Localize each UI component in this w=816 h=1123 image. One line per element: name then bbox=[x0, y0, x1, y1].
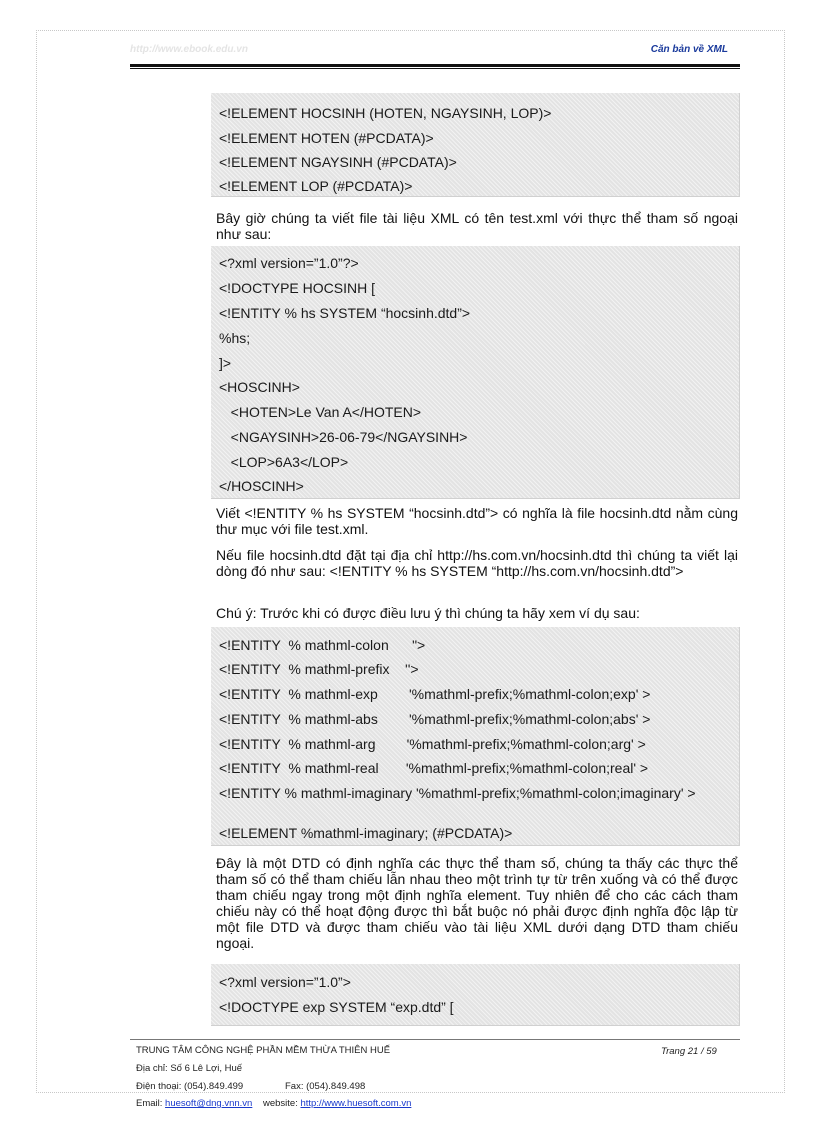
code-line: <!ENTITY % mathml-exp '%mathml-prefix;%mathml-colon;exp' > bbox=[219, 686, 651, 702]
paragraph: Nếu file hocsinh.dtd đặt tại địa chỉ http://hs.com.vn/hocsinh.dtd thì chúng ta viết lại dòng đó như sau: <!ENTITY % hs SYSTEM “http://hs.com.vn/hocsinh.dtd”> bbox=[216, 547, 738, 579]
footer-address: Địa chỉ: Số 6 Lê Lợi, Huế bbox=[136, 1063, 243, 1074]
code-block-3 bbox=[211, 627, 740, 846]
footer-email-label: Email: bbox=[136, 1098, 166, 1109]
footer-website-link[interactable]: http://www.huesoft.com.vn bbox=[300, 1098, 412, 1109]
paragraph: Chú ý: Trước khi có được điều lưu ý thì chúng ta hãy xem ví dụ sau: bbox=[216, 605, 640, 621]
footer-org: TRUNG TÂM CÔNG NGHỆ PHẦN MỀM THỪA THIÊN HUẾ bbox=[136, 1045, 391, 1056]
code-line: <?xml version=”1.0”?> bbox=[219, 255, 359, 271]
code-block-1 bbox=[211, 93, 740, 197]
code-block-4 bbox=[211, 964, 740, 1026]
paragraph: Viết <!ENTITY % hs SYSTEM “hocsinh.dtd”> có nghĩa là file hocsinh.dtd nằm cùng thư mục với file test.xml. bbox=[216, 505, 738, 537]
footer-phone bbox=[136, 1081, 366, 1092]
footer-contact bbox=[136, 1098, 411, 1109]
code-line: </HOSCINH> bbox=[219, 478, 304, 494]
code-line: <!ENTITY % hs SYSTEM “hocsinh.dtd”> bbox=[219, 305, 471, 321]
page-number: Trang 21 / 59 bbox=[661, 1046, 717, 1057]
code-line: <!ELEMENT %mathml-imaginary; (#PCDATA)> bbox=[219, 825, 513, 841]
code-line: <!ELEMENT NGAYSINH (#PCDATA)> bbox=[219, 154, 457, 170]
code-line: <!DOCTYPE HOCSINH [ bbox=[219, 280, 375, 296]
code-line: <?xml version=”1.0”> bbox=[219, 974, 351, 990]
code-line: <NGAYSINH>26-06-79</NGAYSINH> bbox=[219, 429, 468, 445]
code-line: <!ENTITY % mathml-real '%mathml-prefix;%mathml-colon;real' > bbox=[219, 760, 649, 776]
code-line: <!ENTITY % mathml-arg '%mathml-prefix;%mathml-colon;arg' > bbox=[219, 736, 646, 752]
code-line: <!DOCTYPE exp SYSTEM “exp.dtd” [ bbox=[219, 999, 454, 1015]
header-rule bbox=[130, 64, 740, 67]
page-header bbox=[130, 44, 740, 58]
header-title: Căn bản về XML bbox=[650, 44, 728, 55]
code-line: %hs; bbox=[219, 330, 251, 346]
footer-website-label: website: bbox=[262, 1098, 301, 1109]
code-line: <!ELEMENT HOTEN (#PCDATA)> bbox=[219, 130, 434, 146]
footer-fax-text: Fax: (054).849.498 bbox=[285, 1081, 366, 1092]
paragraph: Đây là một DTD có định nghĩa các thực thể tham số, chúng ta thấy các thực thể tham số có thể tham chiếu lẫn nhau theo một trình tự từ trên xuống và có thể được tham chiếu ngay trong một định nghĩa element. Tuy nhiên để cho các cách tham chiếu này có thể hoạt động được thì bắt buộc nó phải được định nghĩa độc lập từ một file DTD và được tham chiếu vào tài liệu XML dưới dạng DTD tham chiếu ngoại. bbox=[216, 855, 738, 951]
code-line: <!ENTITY % mathml-imaginary '%mathml-prefix;%mathml-colon;imaginary' > bbox=[219, 785, 696, 801]
code-line: <!ELEMENT HOCSINH (HOTEN, NGAYSINH, LOP)> bbox=[219, 105, 552, 121]
footer-rule bbox=[130, 1039, 740, 1040]
code-line: <HOTEN>Le Van A</HOTEN> bbox=[219, 404, 422, 420]
code-line: ]> bbox=[219, 355, 232, 371]
code-line: <!ENTITY % mathml-prefix ''> bbox=[219, 661, 419, 677]
code-line: <!ENTITY % mathml-colon "> bbox=[219, 637, 426, 653]
header-rule-thin bbox=[130, 68, 740, 69]
code-line: <!ELEMENT LOP (#PCDATA)> bbox=[219, 178, 413, 194]
code-line: <HOSCINH> bbox=[219, 379, 300, 395]
code-block-2 bbox=[211, 246, 740, 499]
footer-phone-text: Điện thoại: (054).849.499 bbox=[136, 1081, 244, 1092]
code-line: <!ENTITY % mathml-abs '%mathml-prefix;%mathml-colon;abs' > bbox=[219, 711, 651, 727]
footer-email-link[interactable]: huesoft@dng.vnn.vn bbox=[165, 1098, 253, 1109]
header-url[interactable]: http://www.ebook.edu.vn bbox=[130, 44, 248, 55]
paragraph: Bây giờ chúng ta viết file tài liệu XML có tên test.xml với thực thể tham số ngoại như sau: bbox=[216, 210, 738, 242]
code-line: <LOP>6A3</LOP> bbox=[219, 454, 349, 470]
